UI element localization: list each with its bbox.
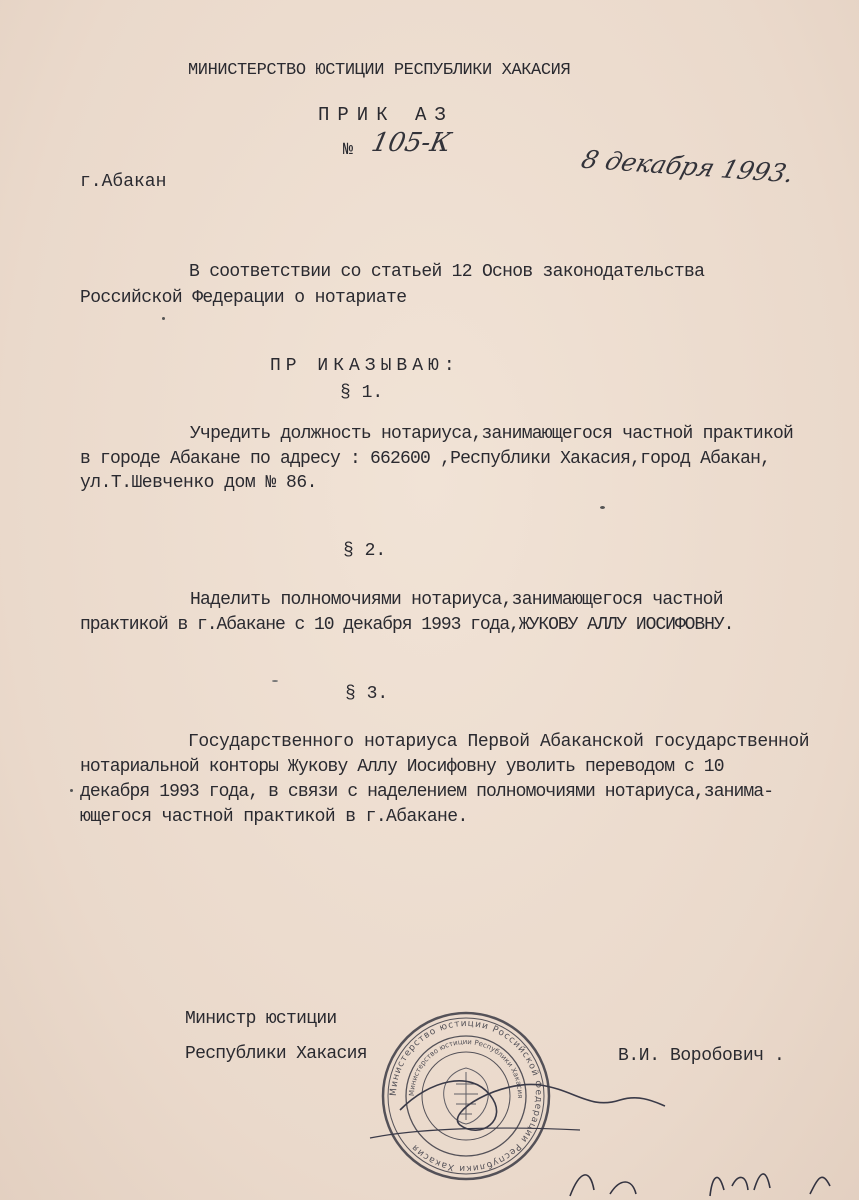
section-1-line-1: Учредить должность нотариуса,занимающегося частной практикой — [190, 424, 794, 444]
section-2-line-2: практикой в г.Абакане с 10 декабря 1993 года,ЖУКОВУ АЛЛУ ИОСИФОВНУ. — [80, 615, 734, 635]
preamble-line-1: В соответствии со статьей 12 Основ законодательства — [189, 262, 705, 282]
document-type-heading: ПРИК АЗ — [318, 104, 454, 126]
order-word: ПР ИКАЗЫВАЮ: — [270, 356, 460, 376]
preamble-line-2: Российской Федерации о нотариате — [80, 288, 407, 308]
section-2-line-1: Наделить полномочиями нотариуса,занимающегося частной — [190, 590, 723, 610]
paper-speck — [272, 680, 278, 682]
section-3-mark: § 3. — [345, 684, 389, 704]
section-1-line-3: ул.Т.Шевченко дом № 86. — [80, 473, 317, 493]
seal-inner-text: Министерство юстиции Республики Хакасия — [407, 1037, 525, 1099]
order-number-handwritten: 105-К — [368, 128, 454, 158]
section-3-line-2: нотариальной конторы Жукову Аллу Иосифовну уволить переводом с 10 — [80, 757, 724, 777]
paper-speck — [162, 317, 165, 320]
paper-speck — [70, 789, 73, 792]
date-handwritten: 8 декабря 1993. — [578, 144, 798, 189]
section-3-line-1: Государственного нотариуса Первой Абаканской государственной — [188, 732, 810, 752]
signatory-title-line-2: Республики Хакасия — [185, 1044, 367, 1064]
order-number-prefix: № — [343, 141, 354, 160]
signatory-name: В.И. Воробович . — [618, 1046, 785, 1066]
bottom-handwritten-note — [560, 1160, 859, 1200]
paper-speck — [600, 506, 605, 509]
section-1-line-2: в городе Абакане по адресу : 662600 ,Республики Хакасия,город Абакан, — [80, 449, 771, 469]
handwritten-signature — [360, 1037, 680, 1170]
section-3-line-4: ющегося частной практикой в г.Абакане. — [80, 807, 468, 827]
seal-outer-text: Министерство юстиции Российской Федерации Республики Хакасия — [388, 1018, 544, 1174]
city-label: г.Абакан — [80, 172, 167, 192]
section-2-mark: § 2. — [343, 541, 387, 561]
section-1-mark: § 1. — [340, 383, 384, 403]
signatory-title-line-1: Министр юстиции — [185, 1009, 337, 1029]
ministry-heading: МИНИСТЕРСТВО ЮСТИЦИИ РЕСПУБЛИКИ ХАКАСИЯ — [188, 61, 571, 80]
section-3-line-3: декабря 1993 года, в связи с наделением полномочиями нотариуса,занима- — [80, 782, 774, 802]
